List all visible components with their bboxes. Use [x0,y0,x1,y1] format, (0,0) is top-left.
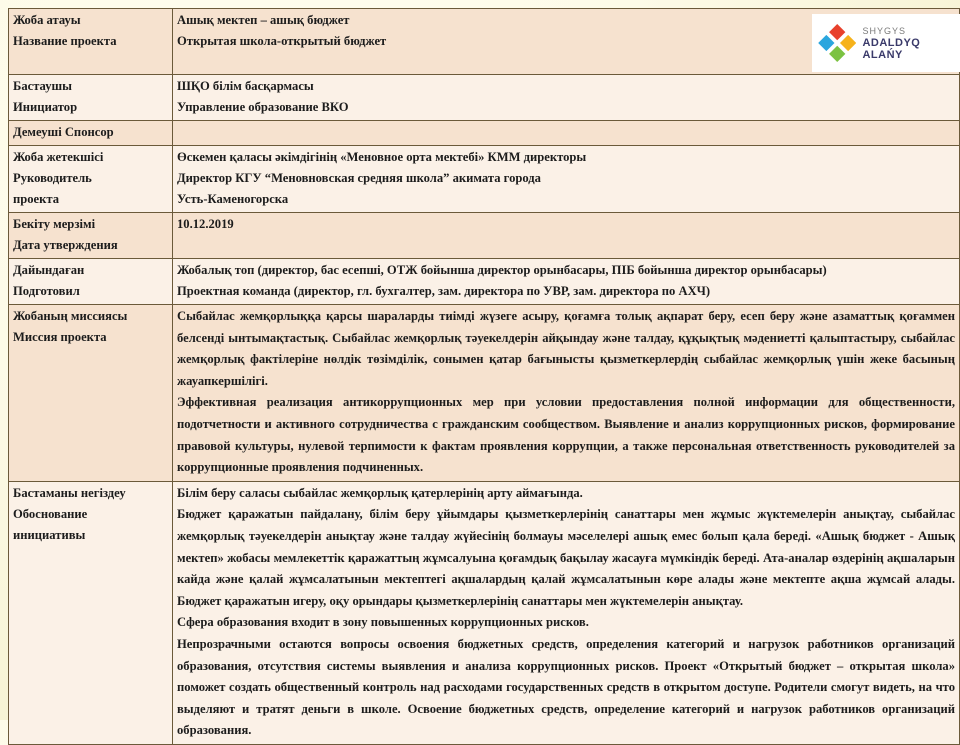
label-project-lead [9,146,173,213]
value-approval-date [173,213,960,259]
row-mission [9,305,960,482]
row-approval-date [9,213,960,259]
row-justification [9,481,960,744]
label-approval-date [9,213,173,259]
justification-paragraph: Непрозрачными остаются вопросы освоения бюджетных средств, определения категорий и нагрузок работников организаций образования, отсутствия системы выявления и анализа коррупционных рисков. Проект «Открытый бюджет – открытая школа» поможет создать общественный контроль над расходами государственных средств в открытом доступе. Родители смогут видеть, на что выделяют и тратят деньги в школе. Освоение бюджетных средств, определение категорий и нагрузок работников организаций образования. [177,636,955,738]
label-line: Бастаманы негіздеу [13,485,126,500]
justification-paragraph: Бюджет қаражатын пайдалану, білім беру ұйымдары қызметкерлерінің санаттары мен жұмыс жүктемелерін анықтау, сыбайлас жемқорлық тәуекелдерін анықтау және талдау жүйесінің болмауы мәселелері ашық емес болып қала береді. «Ашық бюджет - Ашық мектеп» жобасы мемлекеттік қаражаттың жұмсалуына қоғамдық бақылау жасауға мүмкіндік береді. Ата-аналар өздерінің ақшаларын кайда және қалай жұмсалатынын мектептегі ақшалардың қалай жұмсалатынын көре алады және мектепте ақша жұмсай алады. Бюджет қаражатын игеру, оқу орындары қызметкерлерінің санаттары мен жүктемелерін анықтау. [177,507,955,608]
label-mission [9,305,173,482]
label-line: Руководитель [13,171,92,185]
label-line: Инициатор [13,100,78,114]
label-justification [9,481,173,744]
label-line: проекта [13,192,60,206]
value-line: 10.12.2019 [177,217,234,231]
label-line: Жоба атауы [13,13,81,27]
logo-mark-icon [818,23,856,63]
logo-text [862,25,960,61]
value-mission [173,305,960,482]
mission-paragraph: Сыбайлас жемқорлыққа қарсы шараларды тиімді жүзеге асыру, қоғамға толық ақпарат беру, есеп беру және азаматтық қоғаммен белсенді ынтымақтастық. Сыбайлас жемқорлық тәуекелдерін айқындау және талдау, құқықтық мәдениетті қалыптастыру, сыбайлас жемқорлық фактілеріне нөлдік төзімділік, сонымен қатар бағынысты қызметкерлердің сыбайлас жемқорлық үшін жеке басының жауапкершілігі. [177,309,955,388]
logo-line-1: SHYGYS [862,26,906,36]
label-line: Подготовил [13,284,80,298]
value-line: Жобалық топ (директор, бас есепші, ОТЖ бойынша директор орынбасары, ПІБ бойынша директор орынбасары) [177,263,827,277]
value-line: ШҚО білім басқармасы [177,79,314,93]
value-line: Өскемен қаласы әкімдігінің «Меновное орта мектебі» КММ директоры [177,150,587,164]
label-line: Название проекта [13,34,117,48]
logo-line-2: ADALDYQ ALAŃY [862,37,921,61]
value-initiator [173,75,960,121]
value-line: Управление образование ВКО [177,100,349,114]
label-line: Дайындаған [13,263,85,277]
label-sponsor [9,121,173,146]
mission-paragraph: Эффективная реализация антикоррупционных мер при условии предоставления полной информации для общественности, подотчетности и активного сотрудничества с гражданским сообществом. Выявление и анализ коррупционных рисков, формирование правовой культуры, нулевой терпимости к фактам проявления коррупции, а также персональная ответственность руководителей за коррупционные проявления подчиненных. [177,395,955,475]
value-line: Усть-Каменогорска [177,192,289,206]
row-prepared-by [9,259,960,305]
label-line: инициативы [13,527,86,542]
value-line: Открытая школа-открытый бюджет [177,34,387,48]
label-line: Обоснование [13,506,88,521]
label-project-name [9,9,173,75]
label-initiator [9,75,173,121]
value-line: Проектная команда (директор, гл. бухгалтер, зам. директора по УВР, зам. директора по АХЧ) [177,284,711,298]
row-initiator [9,75,960,121]
justification-paragraph: Білім беру саласы сыбайлас жемқорлық қатерлерінің арту аймағында. [177,485,583,500]
label-line: Дата утверждения [13,238,118,252]
value-prepared-by [173,259,960,305]
label-line: Жоба жетекшісі [13,150,104,164]
label-line: Миссия проекта [13,330,107,344]
value-justification [173,481,960,744]
row-sponsor [9,121,960,146]
label-line: Жобаның миссиясы [13,309,128,323]
value-sponsor [173,121,960,146]
value-project-lead [173,146,960,213]
value-line: Ашық мектеп – ашық бюджет [177,13,350,27]
value-line: Директор КГУ “Меновновская средняя школа” акимата города [177,171,541,185]
row-project-lead [9,146,960,213]
label-line: Демеуші Спонсор [13,125,114,139]
label-line: Бекіту мерзімі [13,217,96,231]
justification-paragraph: Сфера образования входит в зону повышенных коррупционных рисков. [177,615,589,630]
shygys-adaldyq-logo [812,14,960,72]
label-line: Бастаушы [13,79,72,93]
project-table [8,8,960,745]
label-prepared-by [9,259,173,305]
